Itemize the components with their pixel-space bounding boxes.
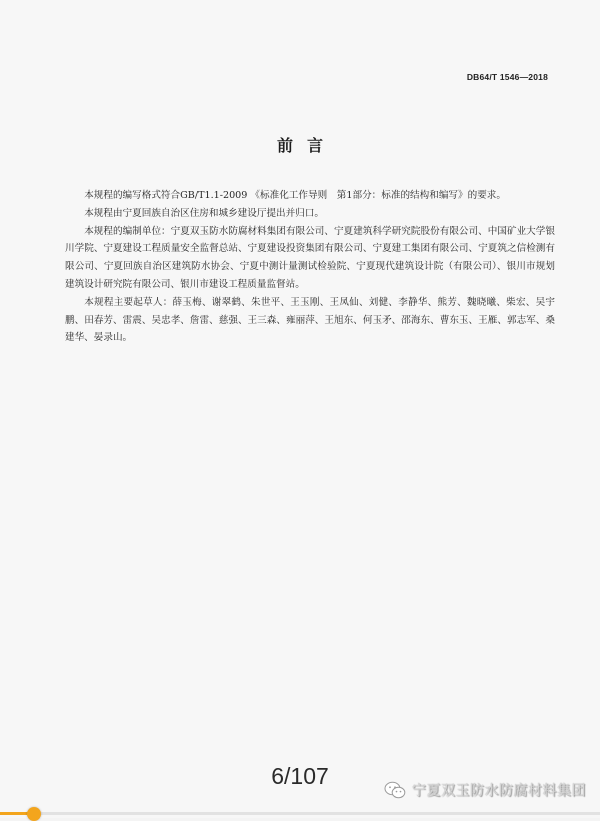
watermark-text: 宁夏双玉防水防腐材料集团 xyxy=(412,783,586,799)
page-indicator: 6/107 xyxy=(271,763,329,789)
wechat-icon xyxy=(384,781,406,799)
progress-handle[interactable] xyxy=(27,807,41,821)
wechat-watermark xyxy=(384,780,586,800)
standard-code: DB64/T 1546—2018 xyxy=(466,72,548,82)
page-title: 前言 xyxy=(276,136,337,155)
paragraph-format-statement: 本规程的编写格式符合GB/T1.1-2009 《标准化工作导则 第1部分：标准的结构和编写》的要求。 xyxy=(84,190,506,201)
paragraph-drafters: 本规程主要起草人：薛玉梅、谢翠鹤、朱世平、王玉刚、王凤仙、刘健、李静华、熊芳、魏晓曦、柴宏、吴宇鹏、田春芳、雷震、吴忠孝、詹雷、慈强、王三森、雍丽萍、王旭东、何玉矛、邵海东、曹东玉、王雁、郭志军、桑建华、晏录山。 xyxy=(65,296,555,344)
foreword-body xyxy=(65,187,555,347)
reading-progress-bar[interactable] xyxy=(0,812,600,815)
paragraph-drafting-units: 本规程的编制单位：宁夏双玉防水防腐材料集团有限公司、宁夏建筑科学研究院股份有限公司、中国矿业大学银川学院、宁夏建设工程质量安全监督总站、宁夏建设投资集团有限公司、宁夏建工集团有限公司、宁夏筑之信检测有限公司、宁夏回族自治区建筑防水协会、宁夏中测计量测试检验院、宁夏现代建筑设计院（有限公司）、银川市规划建筑设计研究院有限公司、银川市建设工程质量监督站。 xyxy=(65,225,555,290)
paragraph-proposer: 本规程由宁夏回族自治区住房和城乡建设厅提出并归口。 xyxy=(84,207,325,219)
